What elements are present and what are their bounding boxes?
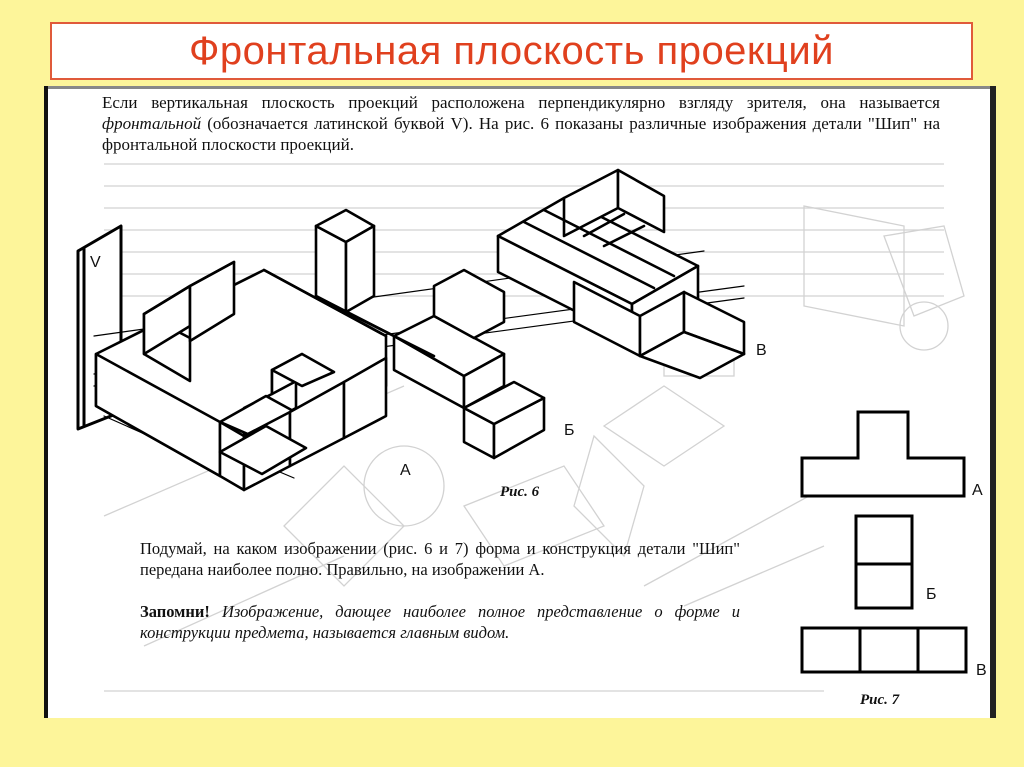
- figure7-view-v: [802, 628, 966, 672]
- figure-7-drawing: [44, 86, 996, 718]
- intro-text-part-1: Если вертикальная плоскость проекций расположена перпендикулярно взгляду зрителя, она называется: [102, 93, 940, 112]
- figure7-label-v: В: [976, 662, 987, 679]
- figure6-label-v: В: [756, 342, 767, 359]
- figure7-label-a: А: [972, 482, 983, 499]
- figure7-caption: Рис. 7: [860, 692, 900, 708]
- question-paragraph: Подумай, на каком изображении (рис. 6 и 7) форма и конструкция детали "Шип" передана наиболее полно. Правильно, на изображении А.: [140, 539, 740, 579]
- slide-title-box: [50, 22, 973, 80]
- figure7-view-b: [856, 516, 912, 608]
- figure7-label-b: Б: [926, 586, 937, 603]
- intro-text-italic: фронтальной: [102, 114, 202, 133]
- figure6-label-a: А: [400, 462, 411, 479]
- figure7-view-a: [802, 412, 964, 496]
- scanned-textbook-page: [44, 86, 996, 718]
- figure6-caption: Рис. 6: [500, 484, 540, 500]
- plane-v-label: V: [90, 254, 101, 271]
- remember-text: Изображение, дающее наиболее полное представление о форме и конструкции предмета, называется главным видом.: [140, 602, 740, 642]
- remember-label: Запомни!: [140, 602, 210, 621]
- slide-title: Фронтальная плоскость проекций: [188, 28, 835, 73]
- figure6-label-b: Б: [564, 422, 575, 439]
- intro-text-part-2: (обозначается латинской буквой V). На рис. 6 показаны различные изображения детали "Шип" на фронтальной плоскости проекций.: [102, 114, 940, 154]
